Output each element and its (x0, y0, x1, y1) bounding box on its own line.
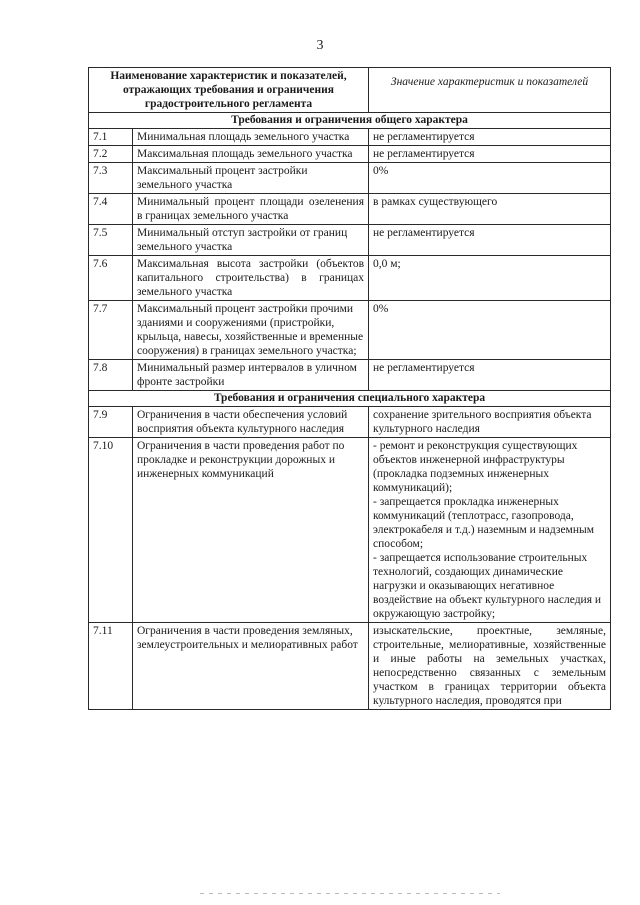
table-row (89, 129, 611, 146)
row-number: 7.5 (89, 225, 133, 256)
table-row (89, 623, 611, 710)
row-number: 7.2 (89, 146, 133, 163)
section-row (89, 391, 611, 407)
row-name: Ограничения в части проведения земляных, землеустроительных и мелиоративных работ (133, 623, 369, 710)
row-value: 0% (369, 163, 611, 194)
table-row (89, 194, 611, 225)
row-number: 7.6 (89, 256, 133, 301)
row-value: 0% (369, 301, 611, 360)
row-name: Ограничения в части проведения работ по прокладке и реконструкции дорожных и инженерных коммуникаций (133, 438, 369, 623)
value-item: - запрещается использование строительных технологий, создающих динамические нагрузки и оказывающих негативное воздействие на объект культурного наследия и окружающую застройку; (373, 552, 602, 620)
row-value: изыскательские, проектные, земляные, строительные, мелиоративные, хозяйственные и иные работы на земельных участках, непосредственно связанных с земельным участком в границах территории объекта культурного наследия, проводятся при (369, 623, 611, 710)
row-value: сохранение зрительного восприятия объекта культурного наследия (369, 407, 611, 438)
section-row (89, 113, 611, 129)
row-value: 0,0 м; (369, 256, 611, 301)
row-name: Максимальная высота застройки (объектов капитального строительства) в границах земельного участка (133, 256, 369, 301)
row-value: не регламентируется (369, 225, 611, 256)
regulation-table (88, 67, 611, 710)
row-number: 7.1 (89, 129, 133, 146)
row-value: не регламентируется (369, 146, 611, 163)
table-row (89, 256, 611, 301)
row-name: Минимальная площадь земельного участка (133, 129, 369, 146)
row-number: 7.8 (89, 360, 133, 391)
header-right: Значение характеристик и показателей (369, 68, 611, 113)
table-header-row (89, 68, 611, 113)
row-value-list (369, 438, 611, 623)
row-number: 7.10 (89, 438, 133, 623)
row-number: 7.3 (89, 163, 133, 194)
table-row (89, 407, 611, 438)
row-name: Минимальный размер интервалов в уличном фронте застройки (133, 360, 369, 391)
scan-edge-artifact (200, 893, 500, 894)
table-row (89, 360, 611, 391)
table-row (89, 438, 611, 623)
row-name: Максимальный процент застройки прочими зданиями и сооружениями (пристройки, крыльца, навесы, хозяйственные и временные сооружения) в границах земельного участка; (133, 301, 369, 360)
page-number: 3 (316, 38, 324, 53)
row-number: 7.7 (89, 301, 133, 360)
table-row (89, 163, 611, 194)
row-value: не регламентируется (369, 129, 611, 146)
row-name: Минимальный процент площади озеленения в границах земельного участка (133, 194, 369, 225)
header-left: Наименование характеристик и показателей, отражающих требования и ограничения градостроительного регламента (89, 68, 369, 113)
row-value: не регламентируется (369, 360, 611, 391)
row-value: в рамках существующего (369, 194, 611, 225)
table-row (89, 301, 611, 360)
section-special-title: Требования и ограничения специального характера (89, 391, 611, 407)
row-name: Ограничения в части обеспечения условий восприятия объекта культурного наследия (133, 407, 369, 438)
row-number: 7.11 (89, 623, 133, 710)
section-general-title: Требования и ограничения общего характера (89, 113, 611, 129)
row-number: 7.4 (89, 194, 133, 225)
value-item: - запрещается прокладка инженерных коммуникаций (теплотрасс, газопровода, электрокабеля и т.д.) наземным и надземным способом; (373, 496, 594, 550)
value-item: - ремонт и реконструкция существующих объектов инженерной инфраструктуры (прокладка подземных инженерных коммуникаций); (373, 440, 578, 494)
row-name: Максимальная площадь земельного участка (133, 146, 369, 163)
table-row (89, 146, 611, 163)
table-row (89, 225, 611, 256)
row-number: 7.9 (89, 407, 133, 438)
row-name: Максимальный процент застройки земельного участка (133, 163, 369, 194)
row-name: Минимальный отступ застройки от границ земельного участка (133, 225, 369, 256)
